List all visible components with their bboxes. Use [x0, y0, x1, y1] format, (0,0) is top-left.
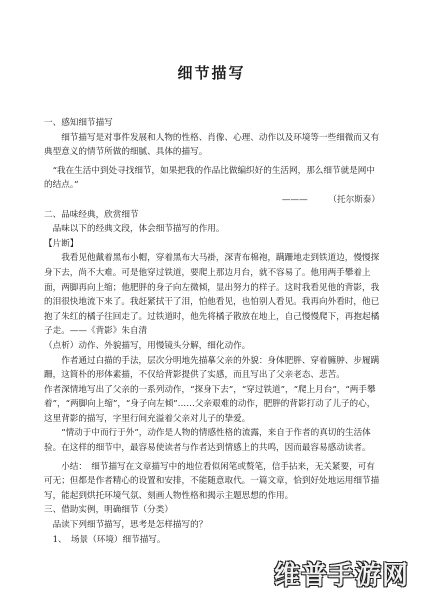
- excerpt-label: 【片断】: [44, 238, 79, 249]
- section-heading-2: 二、品味经典，欣赏细节: [44, 209, 139, 220]
- analysis-paragraph-2: 作者深情地写出了父亲的一系列动作，“探身下去”，“穿过铁道”，“爬上月台”，“两手攀着”，“两脚向上缩”，“身子向左倾”……父亲艰难的动作，肥胖的背影打动了儿子的心，这里背影的描写，字里行间充溢着父亲对儿子的挚爱。: [44, 384, 376, 424]
- section-heading-3: 三、借助实例，明确细节（分类）: [44, 505, 173, 516]
- analysis-paragraph-3: “情动于中而行于外”，动作是人物的情感性格的流露，来自于作者的真切的生活体验。在这样的细节中，最容易使读者与作者达到情感上的共鸣，因而最容易感动读者。: [44, 428, 371, 454]
- analysis-note: （点析）动作、外貌描写，用慢镜头分解，细化动作。: [44, 340, 251, 351]
- quote-attribution: [44, 193, 380, 208]
- section-heading-1: 一、感知细节描写: [44, 118, 113, 128]
- reading-prompt: 品读下列细节描写，思考是怎样描写的？: [52, 520, 208, 531]
- analysis-paragraph-1: 作者通过白描的手法，层次分明地先描摹父亲的外貌：身体肥胖、穿着臃肿、步履蹒跚，这简朴的形体素描，不仅给背影提供了实感，而且写出了父亲老态、悲苦。: [44, 355, 380, 381]
- quote-dash: ———: [281, 194, 308, 205]
- watermark-logo: 维普手游网: [273, 561, 409, 591]
- list-item-1: 1、 场景（环境）细节描写。: [52, 534, 166, 545]
- summary-paragraph: 小结： 细节描写在文章描写中的地位看似闲笔或赘笔，信手拈来，无关紧要，可有可无；但都是作者精心的设置和安排，不能随意取代。一篇文章，恰到好处地运用细节描写，能起到烘托环境气氛、刻画人物性格和揭示主题思想的作用。: [44, 461, 380, 501]
- document-title: 细节描写: [177, 64, 246, 82]
- instruction-paragraph: 品味以下的经典文段，体会细节描写的作用。: [52, 224, 225, 235]
- excerpt-paragraph: 我看见他戴着黑布小帽，穿着黑布大马褂，深青布棉袍，蹒跚地走到铁道边，慢慢探身下去，尚不大难。可是他穿过铁道，要爬上那边月台，就不容易了。他用两手攀着上面，两脚再向上缩；他肥胖的身子向左微倾，显出努力的样子。这时我看见他的背影，我的泪很快地流下来了。我赶紧拭干了泪，怕他看见，也怕别人看见。我再向外看时，他已抱了朱红的橘子往回走了。过铁道时，他先将橘子散放在地上，自己慢慢爬下，再抱起橘子走。——《背影》朱自清: [44, 253, 380, 337]
- definition-paragraph: 细节描写是对事件发展和人物的性格、肖像、心理、动作以及环境等一些细微而又有典型意义的情节所做的细腻、具体的描写。: [44, 132, 380, 158]
- quote-author: （托尔斯泰）: [328, 194, 380, 205]
- document-body: [44, 112, 380, 547]
- tolstoy-quote: “我在生活中到处寻找细节，如果把我的作品比做编织好的生活网，那么细节就是网中的结点。”: [44, 165, 375, 191]
